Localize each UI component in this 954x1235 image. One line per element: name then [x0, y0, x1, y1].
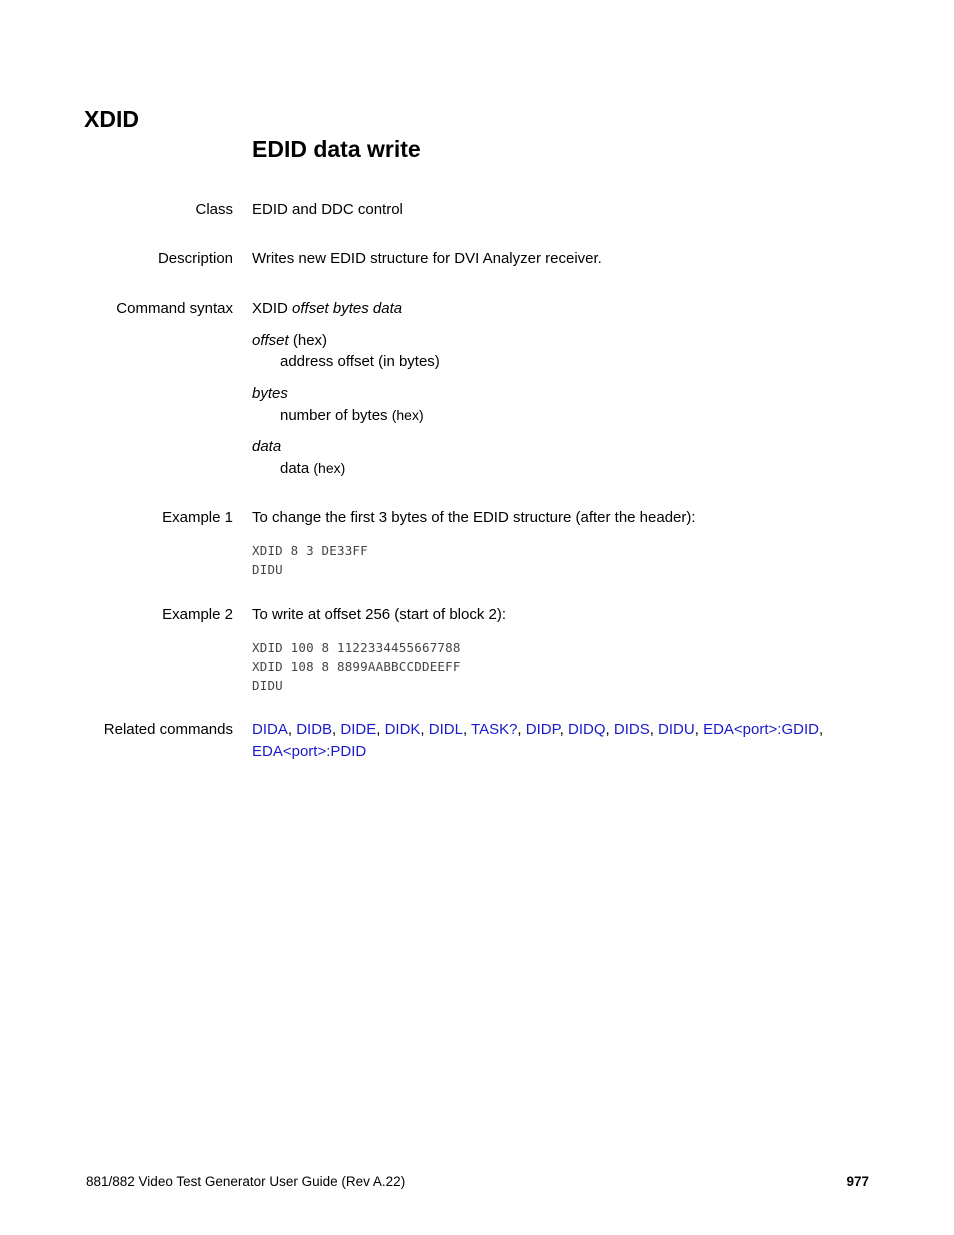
- separator: ,: [420, 721, 429, 738]
- page-number: 977: [846, 1174, 869, 1189]
- separator: ,: [332, 721, 341, 738]
- separator: ,: [559, 721, 569, 738]
- example1-label: Example 1: [162, 509, 233, 526]
- class-label: Class: [195, 201, 233, 218]
- param-offset-name: [252, 331, 327, 351]
- syntax-command: XDID: [252, 300, 288, 317]
- related-label: Related commands: [103, 721, 233, 738]
- example2-code: [252, 638, 461, 695]
- link-dida[interactable]: DIDA: [252, 721, 288, 738]
- param-offset-type: (hex): [288, 332, 328, 349]
- param-data-name: [252, 437, 281, 457]
- syntax-line: [252, 299, 402, 319]
- code-line: XDID 108 8 8899AABBCCDDEEFF: [252, 659, 461, 674]
- description-label: Description: [157, 250, 233, 267]
- example2-text: To write at offset 256 (start of block 2):: [252, 606, 507, 623]
- separator: ,: [649, 721, 659, 738]
- link-dids[interactable]: DIDS: [613, 721, 650, 738]
- param-bytes-label: bytes: [252, 385, 288, 402]
- param-bytes-desc-text: number of bytes: [280, 407, 392, 424]
- code-line: XDID 100 8 1122334455667788: [252, 640, 461, 655]
- link-didl[interactable]: DIDL: [428, 721, 463, 738]
- code-line: DIDU: [252, 562, 283, 577]
- param-data-desc: [280, 458, 345, 479]
- example1-text: To change the first 3 bytes of the EDID structure (after the header):: [252, 509, 696, 526]
- separator: ,: [694, 721, 704, 738]
- separator: ,: [818, 721, 824, 738]
- example2-label: Example 2: [162, 606, 233, 623]
- example1-code: [252, 541, 368, 579]
- link-didk[interactable]: DIDK: [384, 721, 421, 738]
- link-didu[interactable]: DIDU: [658, 721, 695, 738]
- syntax-label: Command syntax: [116, 300, 233, 317]
- link-dide[interactable]: DIDE: [340, 721, 377, 738]
- code-line: XDID 8 3 DE33FF: [252, 543, 368, 558]
- param-data-label: data: [252, 438, 282, 455]
- separator: ,: [605, 721, 614, 738]
- separator: ,: [376, 721, 385, 738]
- link-didq[interactable]: DIDQ: [568, 721, 606, 738]
- separator: ,: [462, 721, 472, 738]
- link-eda-pdid[interactable]: EDA<port>:PDID: [252, 743, 367, 760]
- param-bytes-desc: [280, 405, 424, 426]
- link-task[interactable]: TASK?: [471, 721, 518, 738]
- page-subtitle: EDID data write: [252, 136, 421, 162]
- link-didp[interactable]: DIDP: [525, 721, 560, 738]
- param-data-desc-text: data: [280, 460, 314, 477]
- link-didb[interactable]: DIDB: [296, 721, 333, 738]
- separator: ,: [287, 721, 297, 738]
- class-value: EDID and DDC control: [252, 201, 403, 218]
- param-bytes-desc-suffix: (hex): [391, 407, 424, 423]
- param-offset-desc: address offset (in bytes): [280, 353, 440, 370]
- command-title: XDID: [84, 106, 139, 132]
- param-offset-label: offset: [252, 332, 289, 349]
- param-data-desc-suffix: (hex): [313, 460, 346, 476]
- related-links: [252, 719, 872, 763]
- syntax-args: offset bytes data: [292, 300, 403, 317]
- code-line: DIDU: [252, 678, 283, 693]
- separator: ,: [517, 721, 526, 738]
- param-bytes-name: [252, 384, 288, 404]
- footer-guide-title: 881/882 Video Test Generator User Guide (Rev A.22): [86, 1174, 406, 1189]
- description-value: Writes new EDID structure for DVI Analyzer receiver.: [252, 250, 602, 267]
- link-eda-gdid[interactable]: EDA<port>:GDID: [703, 721, 819, 738]
